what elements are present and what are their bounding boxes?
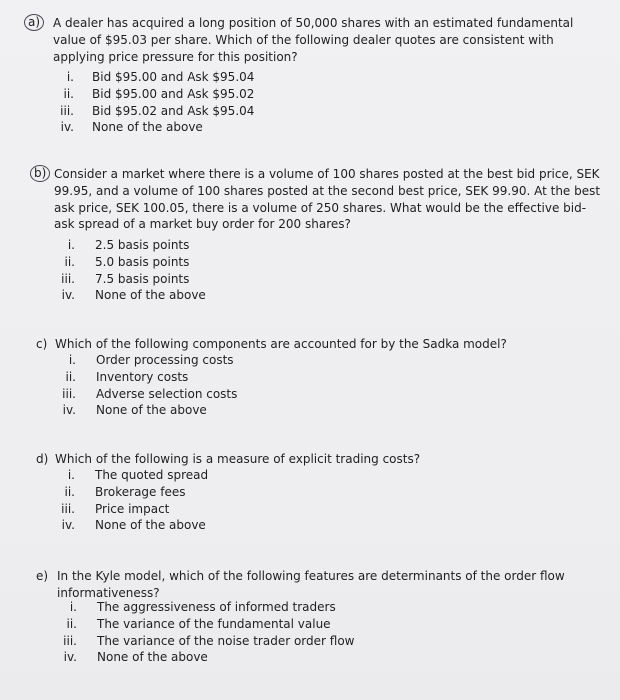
question-b-label: b) [30, 165, 50, 182]
option-number: i. [68, 353, 76, 367]
option-number: ii. [64, 484, 75, 499]
option-text: None of the above [96, 403, 207, 418]
option-text: Adverse selection costs [96, 386, 238, 401]
option-text: The variance of the fundamental value [97, 616, 331, 631]
option-number: i. [67, 238, 75, 252]
option-number: iv. [63, 650, 77, 665]
option-text: Bid $95.00 and Ask $95.04 [92, 70, 255, 84]
option-number: iv. [61, 518, 75, 533]
option-text: Inventory costs [96, 369, 189, 384]
option-text: None of the above [95, 288, 206, 303]
option-number: i. [69, 600, 77, 614]
option-text: The aggressiveness of informed traders [97, 600, 336, 614]
option-number: iv. [60, 120, 74, 135]
question-a-text: A dealer has acquired a long position of 50,000 shares with an estimated fundamental value of $95.03 per share. Which of the following dealer quotes are consistent with applying price pressure for this position? [53, 16, 574, 64]
option-number: iii. [61, 271, 75, 286]
question-b-text: Consider a market where there is a volume of 100 shares posted at the best bid price, SEK 99.95, and a volume of 100 shares posted at the second best price, SEK 99.90. At the best ask price, SEK 100.05, there is a volume of 250 shares. What would be the effective bid-ask spread of a market buy order for 200 shares? [54, 167, 601, 232]
option-number: iii. [63, 633, 77, 648]
option-number: iv. [61, 288, 75, 303]
option-number: iv. [62, 403, 76, 418]
question-a-label: a) [24, 14, 44, 31]
question-d-text: Which of the following is a measure of explicit trading costs? [55, 452, 421, 466]
option-text: None of the above [95, 518, 206, 533]
question-d-label: d) [36, 452, 49, 466]
option-text: 5.0 basis points [95, 254, 190, 269]
option-text: None of the above [97, 650, 208, 665]
option-number: ii. [64, 254, 75, 269]
option-number: iii. [60, 103, 74, 118]
question-e-text: In the Kyle model, which of the following features are determinants of the order flow informativeness? [57, 569, 565, 600]
option-text: None of the above [92, 120, 203, 135]
option-number: i. [67, 468, 75, 482]
option-number: iii. [61, 501, 75, 516]
option-text: 2.5 basis points [95, 238, 190, 252]
option-text: Bid $95.02 and Ask $95.04 [92, 103, 255, 118]
option-number: ii. [66, 616, 77, 631]
option-number: ii. [63, 86, 74, 101]
question-c-text: Which of the following components are accounted for by the Sadka model? [55, 337, 507, 351]
question-e-label: e) [36, 569, 49, 583]
option-text: Bid $95.00 and Ask $95.02 [92, 86, 255, 101]
option-number: i. [66, 70, 74, 84]
option-text: The variance of the noise trader order flow [97, 633, 355, 648]
option-number: ii. [65, 369, 76, 384]
option-text: Price impact [95, 501, 170, 516]
option-text: 7.5 basis points [95, 271, 190, 286]
option-text: Order processing costs [96, 353, 234, 367]
option-number: iii. [62, 386, 76, 401]
question-c-label: c) [36, 337, 48, 351]
option-text: The quoted spread [95, 468, 209, 482]
option-text: Brokerage fees [95, 484, 186, 499]
